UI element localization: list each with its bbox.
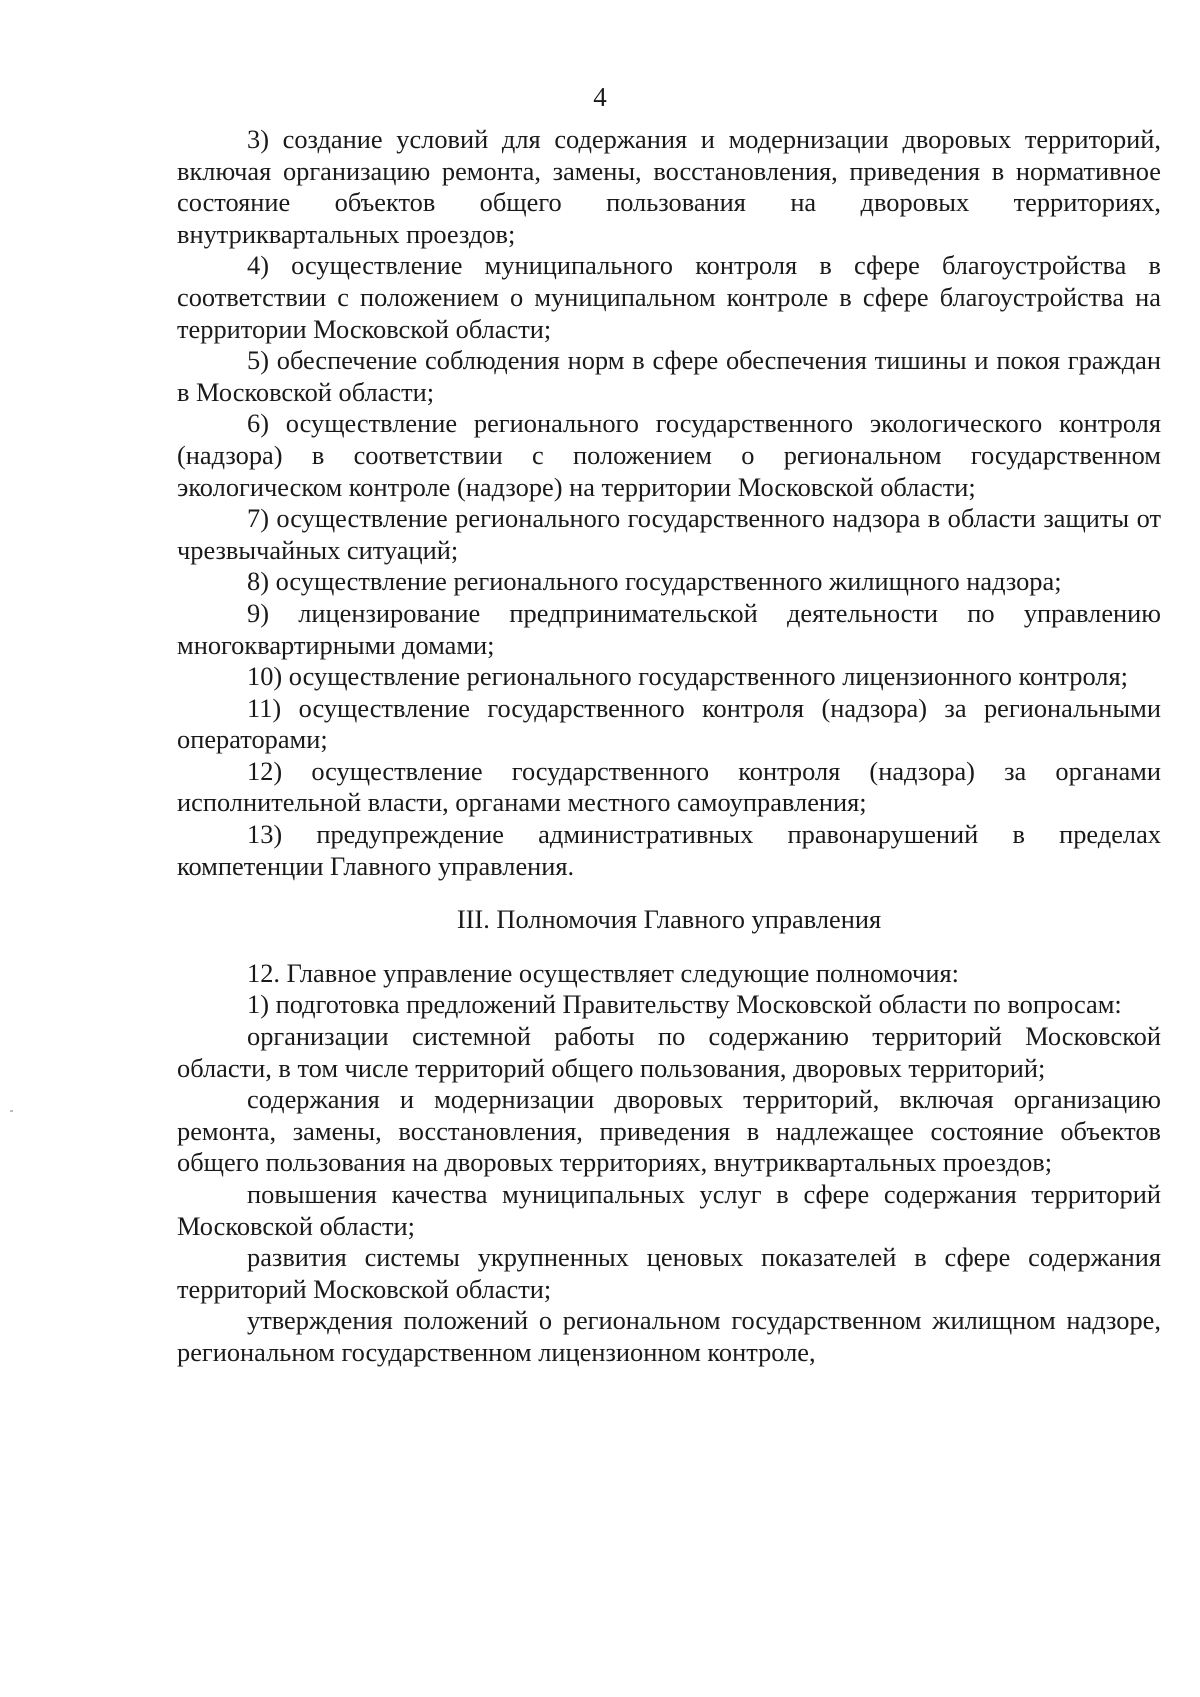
paragraph: 13) предупреждение административных правонарушений в пределах компетенции Главного управления. bbox=[177, 819, 1161, 881]
paragraph: 12. Главное управление осуществляет следующие полномочия: bbox=[247, 957, 959, 988]
paragraph: 4) осуществление муниципального контроля в сфере благоустройства в соответствии с положением о муниципальном контроле в сфере благоустройства на территории Московской области; bbox=[177, 250, 1161, 344]
paragraph: 7) осуществление регионального государственного надзора в области защиты от чрезвычайных ситуаций; bbox=[177, 503, 1161, 565]
paragraph: 12) осуществление государственного контроля (надзора) за органами исполнительной власти, органами местного самоуправления; bbox=[177, 755, 1161, 818]
scan-speck bbox=[10, 1110, 13, 1112]
paragraph: утверждения положений о региональном государственном жилищном надзоре, региональном государственном лицензионном контроле, bbox=[177, 1305, 1161, 1367]
page-number: 4 bbox=[593, 82, 607, 112]
paragraph: 10) осуществление регионального государственного лицензионного контроля; bbox=[247, 661, 1128, 692]
paragraph: 5) обеспечение соблюдения норм в сфере обеспечения тишины и покоя граждан в Московской области; bbox=[177, 345, 1161, 407]
section-heading: III. Полномочия Главного управления bbox=[456, 904, 882, 935]
paragraph: 8) осуществление регионального государственного жилищного надзора; bbox=[247, 566, 1062, 597]
paragraph: содержания и модернизации дворовых территорий, включая организацию ремонта, замены, восстановления, приведения в надлежащее состояние объектов общего пользования на дворовых территориях, внутриквартальных проездов; bbox=[177, 1084, 1161, 1178]
paragraph: 11) осуществление государственного контроля (надзора) за региональными операторами; bbox=[177, 692, 1161, 755]
document-body bbox=[177, 124, 1161, 1369]
paragraph: организации системной работы по содержанию территорий Московской области, в том числе территорий общего пользования, дворовых территорий; bbox=[177, 1021, 1161, 1083]
paragraph: 6) осуществление регионального государственного экологического контроля (надзора) в соответствии с положением о региональном государственном экологическом контроле (надзоре) на территории Московской области; bbox=[177, 408, 1161, 502]
paragraph: 3) создание условий для содержания и модернизации дворовых территорий, включая организацию ремонта, замены, восстановления, приведения в нормативное состояние объектов общего пользования на дворовых территориях, внутриквартальных проездов; bbox=[177, 124, 1161, 249]
paragraph: 1) подготовка предложений Правительству Московской области по вопросам: bbox=[247, 989, 1122, 1020]
paragraph: развития системы укрупненных ценовых показателей в сфере содержания территорий Московской области; bbox=[177, 1242, 1161, 1304]
paragraph: 9) лицензирование предпринимательской деятельности по управлению многоквартирными домами; bbox=[177, 597, 1161, 660]
paragraph: повышения качества муниципальных услуг в сфере содержания территорий Московской области; bbox=[177, 1179, 1161, 1241]
